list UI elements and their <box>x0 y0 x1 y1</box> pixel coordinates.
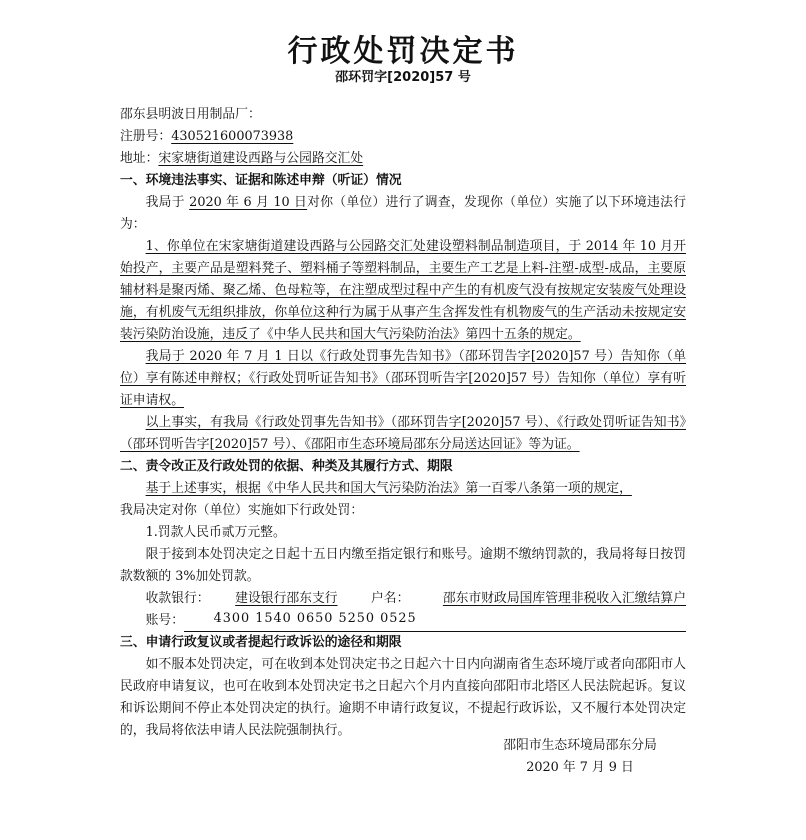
document-title: 行政处罚决定书 <box>287 34 519 69</box>
party-name: 邵东县明波日用制品厂： <box>120 107 261 122</box>
payee-name: 邵东市财政局国库管理非税收入汇缴结算户 <box>442 591 686 606</box>
payment-bank-line <box>120 588 686 610</box>
registration-number: 430521600073938 <box>171 129 294 144</box>
document-number: 邵环罚字[2020]57 号 <box>335 70 471 85</box>
hearing-notice: 我局于 2020 年 7 月 1 日以《行政处罚事先告知书》（邵环罚告字[2020]57 号）告知你（单位）享有陈述申辩权；《行政处罚听证告知书》（邵环罚听告字[2020]57 号）告知你（单位）享有听证申请权。 <box>120 349 686 408</box>
address-line <box>120 148 686 170</box>
account-line <box>120 610 686 632</box>
issuing-authority: 邵阳市生态环境局邵东分局 <box>503 738 657 753</box>
payment-deadline: 限于接到本处罚决定之日起十五日内缴至指定银行和账号。逾期不缴纳罚款的，我局将每日按罚款数额的 3%加处罚款。 <box>120 547 686 584</box>
appeal-rights: 如不服本处罚决定，可在收到本处罚决定书之日起六十日内向湖南省生态环境厅或者向邵阳市人民政府申请复议，也可在收到本处罚决定书之日起六个月内直接向邵阳市北塔区人民法院起诉。复议和诉讼期间不停止本处罚决定的执行。逾期不申请行政复议，不提起行政诉讼，又不履行本处罚决定的，我局将依法申请人民法院强制执行。 <box>120 657 686 738</box>
violation-facts: 1、你单位在宋家塘街道建设西路与公园路交汇处建设塑料制品制造项目，于 2014 年 10 月开始投产，主要产品是塑料凳子、塑料桶子等塑料制品，主要生产工艺是上料-注塑-成型-成品，主要原辅材料是聚丙烯、聚乙烯、色母粒等，在注塑成型过程中产生的有机废气没有按规定安装废气处理设施，有机废气无组织排放，你单位这种行为属于从事产生含挥发性有机物废气的生产活动未按规定安装污染防治设施，违反了《中华人民共和国大气污染防治法》第四十五条的规定。 <box>120 239 686 342</box>
investigation-intro: 我局于 2020 年 6 月 10 日对你（单位）进行了调查，发现你（单位）实施了以下环境违法行为： <box>120 195 686 232</box>
section-2-heading: 二、责令改正及行政处罚的依据、种类及其履行方式、期限 <box>120 459 453 474</box>
section-3-heading: 三、申请行政复议或者提起行政诉讼的途径和期限 <box>120 635 402 650</box>
bank-label: 收款银行： <box>145 591 210 606</box>
investigation-date: 2020 年 6 月 10 日 <box>189 195 308 210</box>
registration-line <box>120 126 686 148</box>
bank-name: 建设银行邵东支行 <box>235 591 338 606</box>
signature-block <box>470 735 690 779</box>
issue-date: 2020 年 7 月 9 日 <box>526 760 634 775</box>
evidence-statement: 以上事实，有我局《行政处罚事先告知书》（邵环罚告字[2020]57 号）、《行政处罚听证告知书》（邵环罚听告字[2020]57 号）、《邵阳市生态环境局邵东分局送达回证》等为证。 <box>120 415 686 452</box>
address-label: 地址： <box>120 151 159 166</box>
legal-basis: 基于上述事实，根据《中华人民共和国大气污染防治法》第一百零八条第一项的规定， <box>145 481 632 496</box>
account-label: 账号： <box>145 613 184 628</box>
address-value: 宋家塘街道建设西路与公园路交汇处 <box>158 151 364 166</box>
penalty-decision: 我局决定对你（单位）实施如下行政处罚： <box>120 503 364 518</box>
payee-label: 户名： <box>371 591 410 606</box>
section-1-heading: 一、环境违法事实、证据和陈述申辩（听证）情况 <box>120 173 402 188</box>
fine-amount: 1.罚款人民币贰万元整。 <box>145 525 286 540</box>
account-number: 4300 1540 0650 5250 0525 <box>184 610 686 632</box>
document-body <box>120 104 686 742</box>
registration-label: 注册号： <box>120 129 172 144</box>
